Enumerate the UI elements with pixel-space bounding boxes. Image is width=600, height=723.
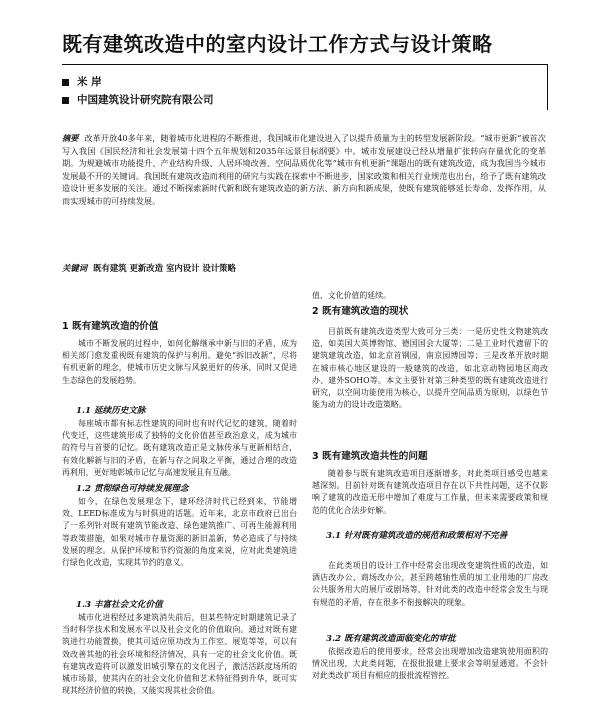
author-name: 米 岸	[77, 76, 102, 88]
paragraph: 如今，在绿色发展理念下，建环经济时代已经到来，节能增效、LEED标准成为与时俱进的话题。近年来，北京市政府已出台了一系列针对既有建筑节能改造、绿色建筑推广、可再生能源利用等政策措施，如果对城市存量资源的新旧盖新，势必造成了与持续发展的理念。从保护环境和节约资源的角度来说，应对此类建筑进行绿色化改造，实现其节约的意义。	[62, 497, 297, 568]
subsection-heading-1-2: 1.2 贯彻绿色可持续发展理念	[76, 484, 189, 494]
keywords	[62, 262, 236, 274]
title-rule	[62, 64, 548, 65]
paragraph: 城市化进程经过多建筑消失前后，但某些特定时期建筑记录了当时科学技术和发展水平以及社会文化的价值取向。通过对既有建筑进行功能置换，使其可适应原功改为工作室、展览等等，可以有效改善其他的社会环境和经济情况，具有一定的社会文化价值。既有建筑改造将可以激发旧城引擎在的文化因子，激活活跃度场所的城市场景，使其内在的社会文化价值和艺术特征得到升华，既可实现其经济价值的转换，又能实现其社会价值。	[62, 613, 297, 696]
keywords-text: 既有建筑 更新改造 室内设计 设计策略	[93, 263, 236, 273]
abstract-text: 改革开放40多年来，随着城市化进程的不断推进，我国城市化建设进入了以提升质量为主的转型发展新阶段。“城市更新”被首次写入我国《国民经济和社会发展第十四个五年规划和2035年远景目标纲要》中。城市发展建设已经从增量扩张转向存量优化的变革期。为规避城市功能提升、产业结构升级、人居环境改善、空间品质优化等“城市有机更新”课题出的既有建筑改造，成为我国当今城市发展最不开的关键词。我国既有建筑改造而利用的研究与实践在探索中不断进步，国家政策和相关行业规范也出台，给予了既有建筑改造设计更多发展的关注。通过不断探索新时代新和既有建筑改造的新方法、新方向和新成果，使既有建筑能够延长寿命、发挥作用，从而实现城市的可持续发展。	[62, 133, 546, 206]
subsection-heading-1-1: 1.1 延续历史文脉	[76, 406, 146, 416]
margin-rule	[547, 64, 548, 110]
subsection-heading-3-1: 3.1 针对既有建筑改造的规范和政策相对不完善	[326, 531, 508, 541]
section-heading-3: 3 既有建筑改造共性的问题	[312, 451, 428, 462]
organization-name: 中国建筑设计研究院有限公司	[77, 94, 214, 106]
paragraph: 目前既有建筑改造类型大致可分三类：一是历史性文物建筑改造，如美国大英博物馆、德国国会大厦等；二是工业时代遗留下的建筑建筑改造，如北京首钢园，南京园博园等；三是改革开放时期在城市核心地区建设的一般建筑的改造，如北京动物园地区商改办、建外SOHO等。本文主要针对第三种类型的既有建筑改造进行研究，以空间功能使用为核心，以提升空间品质为原则，以绿色节能为动力的设计改造策略。	[312, 327, 548, 410]
section-heading-2: 2 既有建筑改造的现状	[312, 306, 409, 317]
paragraph: 依据改造后的使用要求，经常会出现增加改造建筑使用面积的情况出现，大此类问题，在报批报建上要求会等明显通道。不会针对此类改扩项目有相应的报批流程管控。	[312, 647, 548, 681]
subsection-heading-1-3: 1.3 丰富社会文化价值	[76, 600, 163, 610]
paragraph: 城市不断发展的过程中，如何化解继承中新与旧的矛盾，成为相关部门愈发重视既有建筑的保护与利用。避免“拆旧改新”，尽将有机更新的理念，使城市历史文脉与风貌更好的传承，同时又促进生态绿色的发展趋势。	[62, 339, 297, 385]
abstract-label: 摘要	[62, 133, 79, 143]
abstract	[62, 132, 546, 208]
keywords-label: 关键词	[62, 263, 88, 273]
bullet-square-icon	[62, 97, 69, 104]
paragraph: 在此类项目的设计工作中经常会出现改变建筑性质的改造，如酒店改办公、商场改办公，甚至跨越轴性质的加工业用地的厂房改公共服务用大的展厅或剧场等，针对此类的改造中经常会发生与现有规范的矛盾，存在很多不衔接解决的现象。	[312, 561, 548, 607]
author-line	[62, 74, 102, 89]
bullet-square-icon	[62, 79, 69, 86]
organization-line	[62, 92, 214, 107]
paragraph: 每座城市都有标志性建筑的同时也有时代记忆的建筑，随着时代变迁，这些建筑形成了独特的文化价值甚至政治意义，成为城市的符号与首要的记忆。既有建筑改造正是文脉传承与更新相结合，有效化解新与旧的矛盾，在新与存之间取之平衡，通过合理的改造再利用，更好地彰城市记忆与高速发展且有互融。	[62, 419, 297, 477]
subsection-heading-3-2: 3.2 既有建筑改造面临变化的审批	[326, 634, 456, 644]
paragraph: 值、文化价值的延续。	[312, 291, 391, 300]
paper-title: 既有建筑改造中的室内设计工作方式与设计策略	[62, 32, 493, 56]
paragraph: 随着参与既有建筑改造项目逐渐增多，对此类项目感受也越来越深刻。目前针对既有建筑改造项目存在以下共性问题，这不仅影响了建筑的改造无形中增加了难度与工作量，但未来需要政策和规范的优化合法步好解。	[312, 469, 548, 515]
section-heading-1: 1 既有建筑改造的价值	[62, 321, 159, 332]
